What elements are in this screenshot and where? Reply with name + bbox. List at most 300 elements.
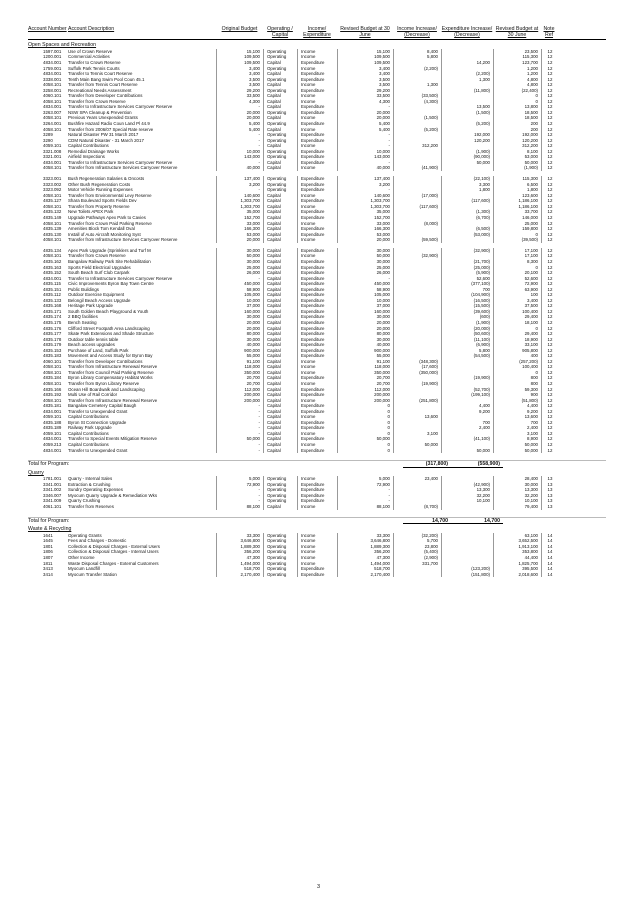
cell-revised30: 3,500 [338,77,394,83]
cell-op-cap: Capital [264,375,298,381]
cell-exp-change: 120,200 [442,138,494,144]
cell-note: 12 [547,137,553,143]
cell-income-change: (41,900) [394,165,442,171]
cell-income-change: (8,700) [394,504,442,510]
cell-inc-exp: Expenditure [298,160,338,166]
cell-revised30: 40,000 [338,165,394,171]
cell-original: 350,000 [217,370,264,376]
cell-note: 12 [547,364,553,370]
cell-op-cap: Operating [264,121,298,127]
cell-account: 4834.001 [43,275,62,281]
cell-original: - [217,448,264,454]
cell-account: 4058.101 [43,253,62,259]
cell-inc-exp: Income [298,442,338,448]
section-title: Open Spaces and Recreation [28,42,97,49]
cell-exp-change: 5,800 [442,348,494,354]
cell-revised-new: 312,200 [494,143,542,149]
cell-original: 166,300 [217,226,264,232]
table-row [28,448,606,454]
cell-original: - [217,414,264,420]
cell-description: Transfer from 2006/07 Special Rate reserve [68,127,217,133]
cell-inc-exp: Expenditure [298,265,338,271]
cell-op-cap: Capital [264,431,298,437]
cell-revised-new: 200 [494,127,542,133]
cell-note: 12 [547,65,553,71]
cell-exp-change: (1,900) [442,320,494,326]
header-account: Account Number [28,26,67,32]
cell-exp-change: 14,200 [442,60,494,66]
cell-income-change: 8,400 [394,49,442,55]
cell-revised30: 200,000 [338,392,394,398]
cell-exp-change: (2,200) [442,71,494,77]
cell-revised-new: (39,500) [494,237,542,243]
cell-inc-exp: Income [298,398,338,404]
cell-income-change: (4,300) [394,99,442,105]
cell-account: 4835.130 [43,231,62,237]
cell-note: 12 [547,442,553,448]
cell-op-cap: Capital [264,353,298,359]
cell-account: 4835.149 [43,214,62,220]
cell-original: 91,100 [217,359,264,365]
cell-op-cap: Operating [264,182,298,188]
cell-account: 4058.101 [43,220,62,226]
cell-revised30: 72,900 [338,482,394,488]
cell-op-cap: Capital [264,387,298,393]
section-title: Waste & Recycling [28,526,72,533]
cell-original: 29,200 [217,88,264,94]
cell-account: 3323.001 [43,176,62,182]
cell-original: 20,000 [217,320,264,326]
cell-op-cap: Capital [264,287,298,293]
cell-account: 1806 [43,549,53,555]
cell-op-cap: Capital [264,232,298,238]
cell-revised-new: 20,100 [494,270,542,276]
cell-revised-new: 700 [494,420,542,426]
cell-account: 4835.153 [43,347,62,353]
cell-revised-new: 18,900 [494,337,542,343]
cell-revised-new: 400 [494,353,542,359]
cell-revised30: 518,700 [338,566,394,572]
cell-original: 30,000 [217,314,264,320]
cell-revised-new: 37,500 [494,303,542,309]
cell-original: - [217,276,264,282]
cell-revised30: 33,300 [338,533,394,539]
cell-inc-exp: Income [298,431,338,437]
cell-account: 4059.101 [43,143,62,149]
cell-op-cap: Operating [264,487,298,493]
cell-revised30: 91,100 [338,359,394,365]
cell-description: Upgrade Pathways Apex Park to Cavies [68,215,217,221]
page-number: 3 [316,884,321,890]
program-total-income: (317,800) [403,461,451,468]
cell-exp-change: (52,700) [442,387,494,393]
cell-inc-exp: Income [298,476,338,482]
cell-account: 4835.179 [43,342,62,348]
cell-exp-change: (39,600) [442,309,494,315]
cell-original: 140,600 [217,193,264,199]
cell-note: 12 [547,331,553,337]
cell-op-cap: Capital [264,127,298,133]
cell-revised30: 0 [338,403,394,409]
cell-exp-change [442,504,494,510]
cell-original: 5,400 [217,121,264,127]
cell-inc-exp: Expenditure [298,226,338,232]
cell-inc-exp: Expenditure [298,436,338,442]
cell-note: 12 [547,165,553,171]
cell-description: Outdoor table tennis table [68,337,217,343]
cell-description: Myocum Landfill [68,566,217,572]
cell-income-change: 23,400 [394,476,442,482]
cell-note: 12 [547,231,553,237]
cell-description: Movement and Access Study for Byron Bay [68,353,217,359]
cell-account: 4834.001 [43,447,62,453]
cell-op-cap: Capital [264,436,298,442]
cell-account: 4058.101 [43,98,62,104]
cell-description: Recreational Needs Assessment [68,88,217,94]
cell-note: 12 [547,71,553,77]
cell-description: Belongil Beach Access Upgrade [68,298,217,304]
cell-note: 12 [547,187,553,193]
cell-note: 12 [547,297,553,303]
cell-note: 12 [547,319,553,325]
cell-revised30: 15,100 [338,49,394,55]
cell-revised30: 20,000 [338,320,394,326]
cell-revised30: - [338,160,394,166]
cell-description: Airfield Inspections [68,154,217,160]
cell-revised30: 33,000 [338,221,394,227]
cell-revised-new: 63,900 [494,287,542,293]
cell-original: 109,500 [217,54,264,60]
cell-note: 12 [547,176,553,182]
cell-inc-exp: Income [298,504,338,510]
cell-op-cap: Operating [264,493,298,499]
cell-op-cap: Capital [264,237,298,243]
cell-inc-exp: Expenditure [298,281,338,287]
cell-account: 3341.002 [43,487,62,493]
cell-original: 900,000 [217,348,264,354]
cell-revised30: 20,000 [338,110,394,116]
cell-op-cap: Operating [264,498,298,504]
cell-revised-new: 3,100 [494,431,542,437]
cell-description: Other Income [68,555,217,561]
cell-account: 4835.171 [43,308,62,314]
cell-op-cap: Capital [264,209,298,215]
row-gap [28,453,606,458]
cell-note: 12 [547,98,553,104]
cell-description: Collection & Disposal Charges - Internal Users [68,549,217,555]
cell-account: 4058.101 [43,192,62,198]
cell-description: Collection & Disposal Charges - External Users [68,544,217,550]
cell-exp-change: (1,500) [442,110,494,116]
cell-revised30: 900,000 [338,348,394,354]
cell-exp-change: 50,000 [442,448,494,454]
cell-account: 4835.181 [43,403,62,409]
cell-original: 20,000 [217,110,264,116]
cell-original: 10,000 [217,298,264,304]
cell-account: 4835.115 [43,281,61,287]
cell-op-cap: Capital [264,442,298,448]
cell-revised-new: 0 [494,93,542,99]
cell-account: 3264.001 [43,121,62,127]
cell-note: 14 [547,554,553,560]
cell-note: 12 [547,292,553,298]
cell-description: Bushfire Hazard Radio Coun Land Pl 44.9 [68,121,217,127]
cell-income-change: (32,900) [394,253,442,259]
cell-description: Operating Grants [68,533,217,539]
cell-exp-change: 192,000 [442,132,494,138]
header-income-change: Income Increase/ (Decrease) [397,26,437,39]
cell-inc-exp: Income [298,253,338,259]
cell-op-cap: Capital [264,259,298,265]
cell-op-cap: Operating [264,49,298,55]
cell-note: 12 [547,115,553,121]
cell-revised30: - [338,487,394,493]
cell-note: 13 [547,504,553,510]
cell-revised-new: 18,500 [494,110,542,116]
cell-income-change: 331,700 [394,561,442,567]
cell-original: 118,000 [217,364,264,370]
cell-income-change: (2,900) [394,555,442,561]
cell-note: 14 [547,560,553,566]
cell-revised30: 50,000 [338,436,394,442]
cell-original: - [217,425,264,431]
cell-exp-change: 700 [442,420,494,426]
cell-original: 26,000 [217,270,264,276]
cell-description: Sports Field Electrical Upgrades [68,265,217,271]
cell-description: Tenth Main Bang Swim Pool Coun 45.1 [68,77,217,83]
cell-original: 33,300 [217,533,264,539]
cell-account: 4834.001 [43,60,62,65]
cell-note: 14 [547,543,553,549]
cell-description: Capital Contributions [68,414,217,420]
cell-account: 4835.168 [43,303,62,309]
cell-account: 3323.092 [43,187,62,193]
cell-op-cap: Capital [264,115,298,121]
cell-account: 4835.192 [43,392,62,398]
cell-note: 12 [547,270,553,276]
cell-exp-change: (21,700) [442,259,494,265]
cell-original: - [217,160,264,166]
cell-note: 12 [547,369,553,375]
cell-account: 4835.184 [43,375,62,381]
cell-inc-exp: Income [298,99,338,105]
cell-original: 30,000 [217,248,264,254]
cell-original: 33,000 [217,221,264,227]
cell-note: 12 [547,308,553,314]
cell-op-cap: Operating [264,566,298,572]
cell-note: 12 [547,54,553,60]
cell-revised30: 140,600 [338,193,394,199]
cell-op-cap: Capital [264,104,298,110]
cell-revised30: 30,000 [338,314,394,320]
cell-description: South Beach Surf Club Carpark [68,270,217,276]
cell-income-change: 312,200 [394,143,442,149]
cell-inc-exp: Income [298,204,338,210]
cell-revised30: 5,400 [338,127,394,133]
cell-revised30: - [338,498,394,504]
cell-revised-new: 1,186,100 [494,198,542,204]
cell-revised-new: 353,800 [494,549,542,555]
cell-revised-new: 29,400 [494,314,542,320]
cell-original: - [217,487,264,493]
cell-inc-exp: Expenditure [298,138,338,144]
cell-original: 53,000 [217,232,264,238]
cell-description: Motor Vehicle Running Expenses [68,187,217,193]
cell-op-cap: Capital [264,320,298,326]
cell-revised30: - [338,138,394,144]
cell-revised-new: 72,900 [494,281,542,287]
cell-revised-new: 159,800 [494,226,542,232]
cell-description: Transfer to Infrastructure Services Carryover Reserve [68,104,217,110]
cell-revised30: - [338,276,394,282]
cell-income-change: (117,600) [394,204,442,210]
cell-original: - [217,431,264,437]
cell-exp-change: (6,700) [442,215,494,221]
cell-inc-exp: Expenditure [298,110,338,116]
cell-description: Myocum Transfer Station [68,572,217,578]
cell-original: 20,700 [217,375,264,381]
cell-note: 12 [547,226,553,232]
cell-description: Transfer from Byron Library Reserve [68,381,217,387]
cell-note: 12 [547,203,553,209]
cell-description: 2 BBQ facilities [68,314,217,320]
cell-op-cap: Operating [264,549,298,555]
cell-account: 4060.101 [43,358,62,364]
cell-revised30: - [338,132,394,138]
cell-original: - [217,104,264,110]
cell-note: 12 [547,342,553,348]
cell-op-cap: Operating [264,138,298,144]
cell-original: 40,000 [217,342,264,348]
cell-revised30: 58,900 [338,287,394,293]
cell-original: - [217,138,264,144]
cell-op-cap: Operating [264,538,298,544]
section-title: Quarry [28,469,44,476]
cell-original: 3,646,800 [217,538,264,544]
cell-original: - [217,403,264,409]
cell-inc-exp: Income [298,370,338,376]
cell-revised-new: 17,100 [494,253,542,259]
cell-description: Transfer to Unexpended Grant [68,409,217,415]
cell-exp-change: (1,900) [442,149,494,155]
cell-revised-new: 800 [494,375,542,381]
cell-op-cap: Capital [264,270,298,276]
cell-account: 4061.101 [43,504,62,510]
cell-income-change: 3,100 [394,431,442,437]
cell-op-cap: Capital [264,198,298,204]
cell-account: 4058.101 [43,82,62,88]
cell-account: 4059.101 [43,430,62,436]
cell-revised30: 26,000 [338,270,394,276]
cell-original: 35,000 [217,209,264,215]
cell-exp-change: (5,200) [442,121,494,127]
cell-op-cap: Capital [264,337,298,343]
cell-revised-new: 4,800 [494,82,542,88]
cell-original: - [217,187,264,193]
cell-original: 152,700 [217,215,264,221]
cell-account: 4835.189 [43,425,62,431]
cell-op-cap: Capital [264,359,298,365]
cell-original: 200,000 [217,398,264,404]
cell-income-change: (1,500) [394,115,442,121]
cell-account: 4058.101 [43,203,62,209]
cell-revised-new: 120,200 [494,138,542,144]
cell-inc-exp: Expenditure [298,409,338,415]
table-body [28,42,606,577]
cell-revised-new: 29,400 [494,331,542,337]
cell-description: Use of Crown Reserve [68,49,217,55]
cell-revised-new: 1,800 [494,187,542,193]
cell-account: 3321.001 [43,154,62,160]
cell-description: Transfer from Reserves [68,504,217,510]
cell-account: 4835.174 [43,314,62,320]
cell-inc-exp: Expenditure [298,198,338,204]
cell-account: 4835.162 [43,258,62,264]
cell-account: 4834.001 [43,408,62,414]
cell-income-change: 50,000 [394,442,442,448]
cell-note: 12 [547,425,553,431]
cell-account: 4834.001 [43,104,62,110]
cell-inc-exp: Expenditure [298,314,338,320]
cell-account: 4059.213 [43,442,62,448]
cell-revised30: 10,000 [338,149,394,155]
cell-inc-exp: Income [298,221,338,227]
cell-account: 4835.152 [43,270,62,276]
cell-revised30: 1,889,300 [338,544,394,550]
cell-revised30: 53,000 [338,232,394,238]
cell-description: Transfer to Tennis Court Reserve [68,71,217,77]
cell-account: 4058.101 [43,165,62,171]
cell-note: 12 [547,159,553,165]
cell-op-cap: Operating [264,132,298,138]
cell-inc-exp: Expenditure [298,326,338,332]
cell-op-cap: Capital [264,265,298,271]
cell-inc-exp: Expenditure [298,375,338,381]
cell-revised-new: (257,200) [494,359,542,365]
cell-note: 12 [547,220,553,226]
cell-note: 12 [547,93,553,99]
program-total-label: Total for Program: [28,461,70,468]
cell-note: 14 [547,549,553,555]
cell-revised-new: 30,000 [494,482,542,488]
cell-revised30: 356,200 [338,549,394,555]
cell-exp-change: (6,500) [442,226,494,232]
cell-account: 4060.101 [43,93,62,99]
budget-sheet [28,26,606,577]
cell-inc-exp: Expenditure [298,176,338,182]
cell-description: Suffolk Park Tennis Courts [68,66,217,72]
cell-note: 12 [547,192,553,198]
cell-original: 50,000 [217,253,264,259]
cell-inc-exp: Expenditure [298,88,338,94]
cell-note: 12 [547,209,553,215]
cell-inc-exp: Expenditure [298,287,338,293]
cell-inc-exp: Expenditure [298,309,338,315]
cell-original: 20,700 [217,381,264,387]
cell-note: 12 [547,430,553,436]
cell-inc-exp: Expenditure [298,298,338,304]
cell-original: 47,300 [217,555,264,561]
cell-description: Transfer to Infrastructure Services Carryover Reserve [68,160,217,166]
cell-description: Transfer to Infrastructure Services Carryover Reserve [68,276,217,282]
cell-description: Bush Regeneration Salaries & Oncosts [68,176,217,182]
cell-income-change: (5,400) [394,549,442,555]
cell-description: New Toilets APEX Park [68,209,217,215]
cell-revised-new: 8,300 [494,259,542,265]
cell-description: Other Bush Regeneration Costs [68,182,217,188]
cell-op-cap: Capital [264,370,298,376]
cell-revised30: 35,000 [338,209,394,215]
